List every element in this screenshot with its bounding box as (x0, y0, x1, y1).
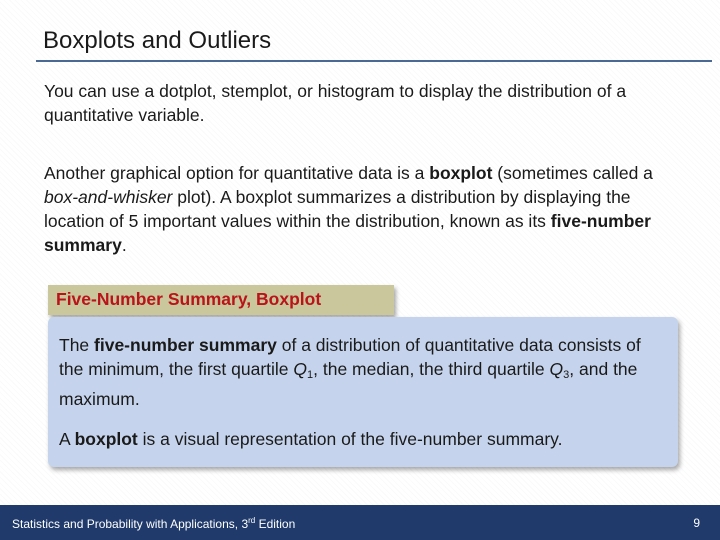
text-run: . (121, 235, 127, 255)
text-run: Edition (255, 517, 296, 531)
text-run: of a distribution of quantitative data consists of the minimum, the first quartile (59, 335, 641, 379)
text-run: A (59, 429, 75, 449)
intro-paragraph: You can use a dotplot, stemplot, or histogram to display the distribution of a quantitative variable. (44, 81, 627, 125)
definition-paragraph-2 (59, 427, 659, 451)
slide-title: Boxplots and Outliers (43, 27, 272, 54)
bold-term: boxplot (74, 429, 138, 449)
title-divider (36, 60, 712, 62)
text-run: The (59, 335, 95, 355)
text-run: is a visual representation of the five-number summary. (137, 429, 563, 449)
boxplot-paragraph (44, 161, 684, 257)
definition-header (48, 285, 394, 315)
bold-term: five-number summary (94, 335, 277, 355)
ordinal-superscript: rd (248, 516, 256, 525)
definition-header-label: Five-Number Summary, Boxplot (56, 289, 322, 309)
text-run: , and the maximum. (59, 359, 638, 409)
footer-book-title (12, 516, 295, 531)
definition-box (48, 317, 678, 467)
text-run: Statistics and Probability with Applications, 3 (12, 517, 249, 531)
text-run: Another graphical option for quantitative data is a (44, 163, 430, 183)
definition-paragraph-1 (59, 333, 659, 411)
q1-subscript: 1 (307, 369, 314, 381)
footer-bar (0, 505, 720, 540)
q3-symbol: Q (549, 359, 564, 379)
q1-symbol: Q (293, 359, 308, 379)
bold-term-boxplot: boxplot (429, 163, 493, 183)
page-number: 9 (693, 516, 700, 530)
q3-subscript: 3 (563, 369, 570, 381)
text-run: , the median, the third quartile (313, 359, 550, 379)
text-run: plot). A boxplot summarizes a distribution by displaying the location of 5 important values within the distribution, known as its (44, 187, 631, 231)
text-run: (sometimes called a (492, 163, 653, 183)
bold-term-five-number: five-number summary (44, 211, 651, 255)
italic-term: box-and-whisker (44, 187, 173, 207)
